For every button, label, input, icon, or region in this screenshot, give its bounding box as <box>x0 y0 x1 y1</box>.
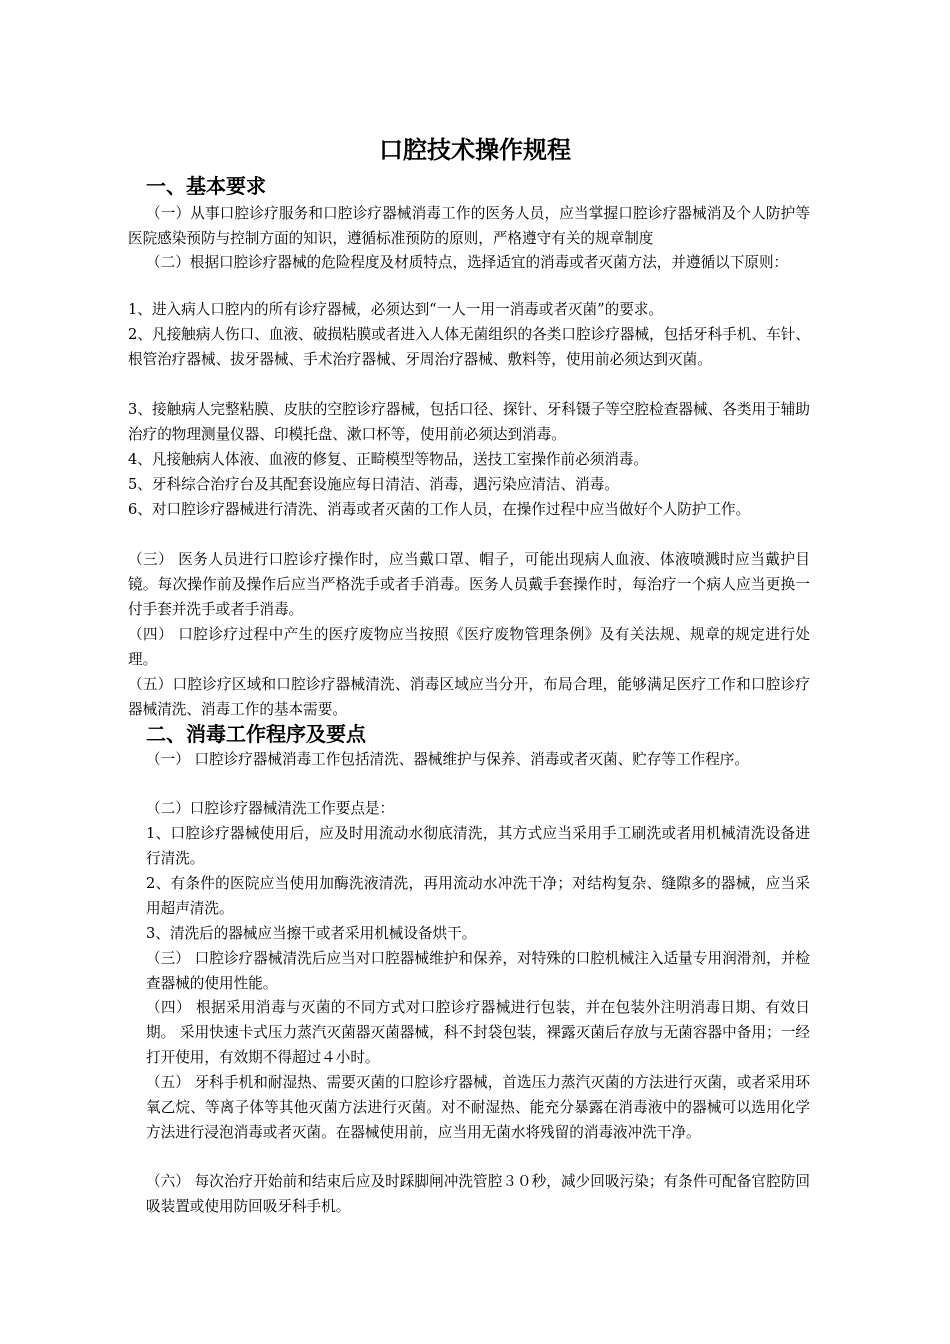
section-1-heading: 一、基本要求 <box>146 174 266 198</box>
section-2-paragraph-1: （一） 口腔诊疗器械消毒工作包括清洗、器械维护与保养、消毒或者灭菌、贮存等工作程序。 <box>146 751 749 768</box>
section-2-item-1: 1、口腔诊疗器械使用后，应及时用流动水彻底清洗，其方式应当采用手工刷洗或者用机械清洗设备进行清洗。 <box>146 825 810 867</box>
section-1-paragraph-2: （二）根据口腔诊疗器械的危险程度及材质特点，选择适宜的消毒或者灭菌方法，并遵循以下原则： <box>146 254 789 271</box>
section-1-item-3: 3、接触病人完整粘膜、皮肤的空腔诊疗器械，包括口径、探针、牙科镊子等空腔检查器械、各类用于辅助治疗的物理测量仪器、印模托盘、漱口杯等，使用前必须达到消毒。 <box>128 401 810 443</box>
section-2-heading: 二、消毒工作程序及要点 <box>146 722 366 746</box>
section-2-paragraph-6: （六） 每次治疗开始前和结束后应及时踩脚闸冲洗管腔３０秒，减少回吸污染；有条件可配备官腔防回吸装置或使用防回吸牙科手机。 <box>146 1173 810 1215</box>
section-1-item-2: 2、凡接触病人伤口、血液、破损粘膜或者进入人体无菌组织的各类口腔诊疗器械，包括牙科手机、车针、根管治疗器械、拔牙器械、手术治疗器械、牙周治疗器械、敷料等，使用前必须达到灭菌。 <box>128 326 810 368</box>
section-1-paragraph-4: （四） 口腔诊疗过程中产生的医疗废物应当按照《医疗废物管理条例》及有关法规、规章的规定进行处理。 <box>128 626 810 668</box>
section-1-item-1: 1、进入病人口腔内的所有诊疗器械，必须达到“一人一用一消毒或者灭菌”的要求。 <box>128 301 663 318</box>
section-1-paragraph-1: （一）从事口腔诊疗服务和口腔诊疗器械消毒工作的医务人员，应当掌握口腔诊疗器械消及个人防护等医院感染预防与控制方面的知识，遵循标准预防的原则，严格遵守有关的规章制度 <box>128 205 810 247</box>
section-1-item-5: 5、牙科综合治疗台及其配套设施应每日清洁、消毒，遇污染应清洁、消毒。 <box>128 476 619 493</box>
section-2-paragraph-2: （二）口腔诊疗器械清洗工作要点是： <box>146 800 395 817</box>
section-1-paragraph-3: （三） 医务人员进行口腔诊疗操作时，应当戴口罩、帽子，可能出现病人血液、体液喷溅时应当戴护目镜。每次操作前及操作后应当严格洗手或者手消毒。医务人员戴手套操作时，每治疗一个病人应当更换一付手套并洗手或者手消毒。 <box>128 551 810 618</box>
section-2-paragraph-4: （四） 根据采用消毒与灭菌的不同方式对口腔诊疗器械进行包装，并在包装外注明消毒日期、有效日期。 采用快速卡式压力蒸汽灭菌器灭菌器械，科不封袋包装，裸露灭菌后存放与无菌容器中备用；一经打开使用，有效期不得超过４小时。 <box>146 999 810 1066</box>
section-2-paragraph-5: （五） 牙科手机和耐湿热、需要灭菌的口腔诊疗器械，首选压力蒸汽灭菌的方法进行灭菌，或者采用环氧乙烷、等离子体等其他灭菌方法进行灭菌。对不耐湿热、能充分暴露在消毒液中的器械可以选用化学方法进行浸泡消毒或者灭菌。在器械使用前，应当用无菌水将残留的消毒液冲洗干净。 <box>146 1074 810 1141</box>
section-1-item-4: 4、凡接触病人体液、血液的修复、正畸模型等物品，送技工室操作前必须消毒。 <box>128 451 649 468</box>
section-1-item-6: 6、对口腔诊疗器械进行清洗、消毒或者灭菌的工作人员，在操作过程中应当做好个人防护工作。 <box>128 501 751 518</box>
section-2-item-3: 3、清洗后的器械应当擦干或者采用机械设备烘干。 <box>146 925 477 942</box>
section-2-paragraph-3: （三） 口腔诊疗器械清洗后应当对口腔器械维护和保养，对特殊的口腔机械注入适量专用润滑剂，并检查器械的使用性能。 <box>146 950 810 992</box>
section-2-item-2: 2、有条件的医院应当使用加酶洗液清洗，再用流动水冲洗干净；对结构复杂、缝隙多的器械，应当采用超声清洗。 <box>146 875 810 917</box>
section-1-paragraph-5: （五）口腔诊疗区域和口腔诊疗器械清洗、消毒区域应当分开，布局合理，能够满足医疗工作和口腔诊疗器械清洗、消毒工作的基本需要。 <box>128 676 810 718</box>
document-title: 口腔技术操作规程 <box>379 135 571 164</box>
